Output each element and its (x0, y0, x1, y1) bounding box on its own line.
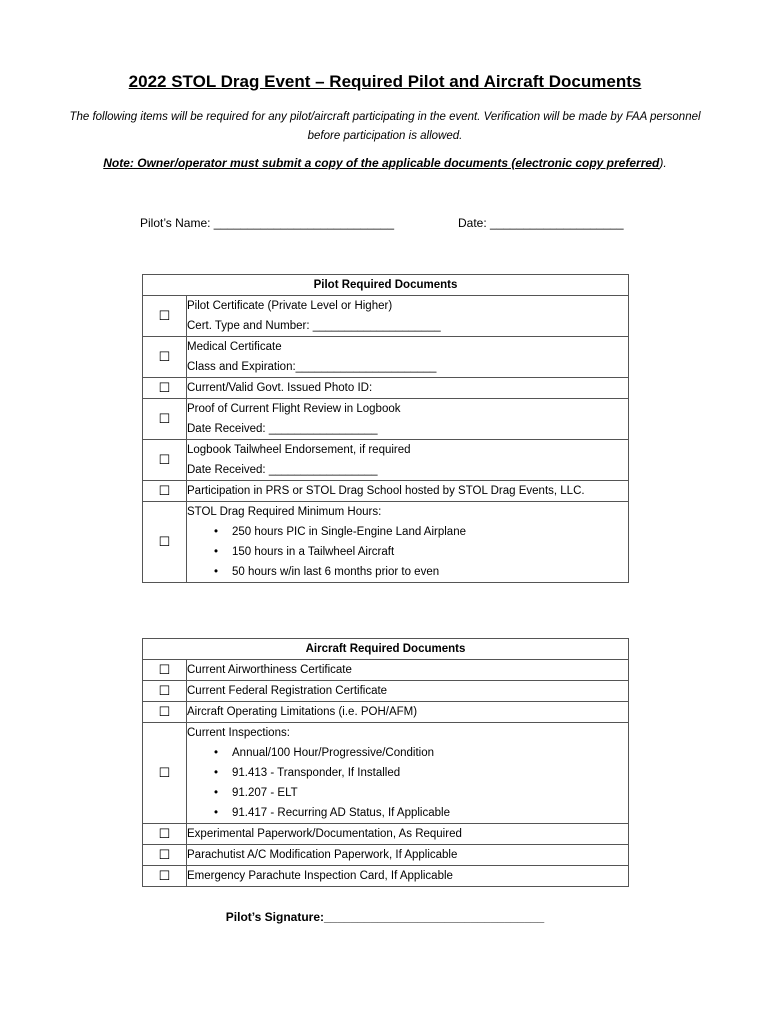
document-item (187, 399, 629, 440)
item-text: Current Airworthiness Certificate (187, 664, 352, 676)
document-item (187, 723, 629, 824)
table-row (143, 481, 629, 502)
item-text: Current/Valid Govt. Issued Photo ID: (187, 382, 373, 394)
bullet-icon: • (214, 807, 219, 819)
document-item (187, 866, 629, 887)
checkbox[interactable]: ☐ (143, 681, 187, 702)
bullet-item (187, 542, 628, 562)
table-row (143, 723, 629, 824)
checkbox[interactable]: ☐ (143, 337, 187, 378)
document-item (187, 702, 629, 723)
item-text: Pilot Certificate (Private Level or Higher) (187, 300, 393, 312)
bullet-icon: • (214, 546, 219, 558)
checkbox[interactable]: ☐ (143, 481, 187, 502)
item-text: Proof of Current Flight Review in Logbook (187, 403, 401, 415)
document-item (187, 660, 629, 681)
pilot-documents-table (142, 274, 629, 583)
bullet-text: Annual/100 Hour/Progressive/Condition (232, 747, 435, 759)
checkbox[interactable]: ☐ (143, 399, 187, 440)
document-item (187, 824, 629, 845)
table-row (143, 702, 629, 723)
pilot-signature-field[interactable]: Pilot’s Signature:_________________________________ (225, 910, 545, 924)
bullet-text: 91.417 - Recurring AD Status, If Applicable (232, 807, 450, 819)
checkbox[interactable]: ☐ (143, 866, 187, 887)
item-text: Experimental Paperwork/Documentation, As Required (187, 828, 462, 840)
aircraft-table-header: Aircraft Required Documents (143, 639, 629, 660)
bullet-item (187, 783, 628, 803)
document-item (187, 681, 629, 702)
table-row (143, 824, 629, 845)
bullet-icon: • (214, 747, 219, 759)
note-text: Note: Owner/operator must submit a copy of the applicable documents (electronic copy preferred (103, 156, 660, 170)
checkbox[interactable]: ☐ (143, 296, 187, 337)
checkbox[interactable]: ☐ (143, 502, 187, 583)
document-item (187, 378, 629, 399)
bullet-item (187, 522, 628, 542)
item-text: Aircraft Operating Limitations (i.e. POH/AFM) (187, 706, 418, 718)
pilot-table-header: Pilot Required Documents (143, 275, 629, 296)
bullet-item (187, 803, 628, 823)
bullet-item (187, 763, 628, 783)
table-row (143, 502, 629, 583)
document-item (187, 502, 629, 583)
table-row (143, 845, 629, 866)
checkbox[interactable]: ☐ (143, 702, 187, 723)
document-item (187, 845, 629, 866)
checkbox[interactable]: ☐ (143, 845, 187, 866)
item-text: Medical Certificate (187, 341, 282, 353)
note-end: ). (659, 156, 667, 170)
bullet-icon: • (214, 787, 219, 799)
note (0, 156, 770, 170)
bullet-text: 91.207 - ELT (232, 787, 298, 799)
table-row (143, 866, 629, 887)
item-text: Date Received: _________________ (187, 464, 378, 476)
document-title: 2022 STOL Drag Event – Required Pilot and Aircraft Documents (128, 72, 642, 91)
aircraft-documents-table (142, 638, 629, 887)
item-text: Current Inspections: (187, 727, 290, 739)
document-item (187, 440, 629, 481)
checkbox[interactable]: ☐ (143, 824, 187, 845)
table-row (143, 681, 629, 702)
table-row (143, 296, 629, 337)
table-row (143, 337, 629, 378)
bullet-icon: • (214, 767, 219, 779)
document-item (187, 481, 629, 502)
bullet-item (187, 562, 628, 582)
pilot-name-field[interactable]: Pilot’s Name: ___________________________ (140, 216, 394, 230)
table-row (143, 399, 629, 440)
table-row (143, 440, 629, 481)
item-text: Logbook Tailwheel Endorsement, if required (187, 444, 411, 456)
document-item (187, 296, 629, 337)
date-field[interactable]: Date: ____________________ (458, 216, 624, 230)
item-text: Emergency Parachute Inspection Card, If Applicable (187, 870, 453, 882)
bullet-icon: • (214, 526, 219, 538)
checkbox[interactable]: ☐ (143, 660, 187, 681)
checkbox[interactable]: ☐ (143, 378, 187, 399)
item-text: Date Received: _________________ (187, 423, 378, 435)
intro-text: The following items will be required for any pilot/aircraft participating in the event. Verification will be made by FAA personnel before participation is allowed. (69, 111, 701, 142)
item-text: STOL Drag Required Minimum Hours: (187, 506, 382, 518)
bullet-item (187, 743, 628, 763)
bullet-text: 91.413 - Transponder, If Installed (232, 767, 401, 779)
checkbox[interactable]: ☐ (143, 440, 187, 481)
bullet-icon: • (214, 566, 219, 578)
item-text: Parachutist A/C Modification Paperwork, If Applicable (187, 849, 458, 861)
checkbox[interactable]: ☐ (143, 723, 187, 824)
item-text: Cert. Type and Number: ____________________ (187, 320, 441, 332)
bullet-text: 150 hours in a Tailwheel Aircraft (232, 546, 395, 558)
item-text: Class and Expiration:______________________ (187, 361, 437, 373)
table-row (143, 660, 629, 681)
table-row (143, 378, 629, 399)
item-text: Participation in PRS or STOL Drag School hosted by STOL Drag Events, LLC. (187, 485, 585, 497)
item-text: Current Federal Registration Certificate (187, 685, 388, 697)
bullet-text: 250 hours PIC in Single-Engine Land Airplane (232, 526, 466, 538)
document-item (187, 337, 629, 378)
bullet-text: 50 hours w/in last 6 months prior to even (232, 566, 440, 578)
